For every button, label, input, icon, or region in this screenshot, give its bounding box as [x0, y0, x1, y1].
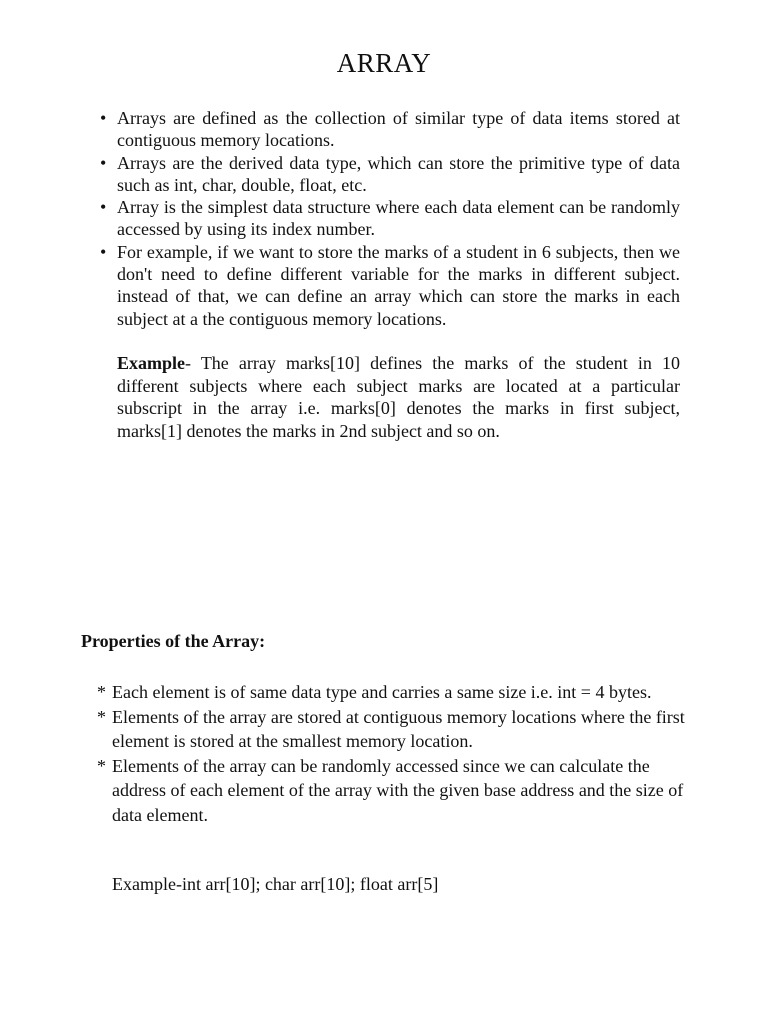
asterisk-icon: *	[97, 682, 106, 702]
list-item	[100, 107, 680, 152]
properties-list	[97, 680, 702, 827]
list-item	[100, 241, 680, 330]
list-item	[97, 680, 702, 705]
example-paragraph	[117, 352, 680, 443]
bullet-icon: •	[100, 152, 107, 173]
properties-heading: Properties of the Array:	[81, 631, 266, 651]
bullet-icon: •	[100, 241, 107, 262]
code-example: Example-int arr[10]; char arr[10]; float arr[5]	[112, 874, 439, 894]
example-label: Example	[117, 353, 186, 373]
list-item	[97, 705, 702, 754]
bullet-icon: •	[100, 108, 107, 128]
example-text: - The array marks[10] defines the marks of the student in 10 different subjects where each subject marks are located at a particular subscript in the array i.e. marks[0] denotes the marks in first subject, marks[1] denotes the marks in 2nd subject and so on.	[117, 353, 680, 442]
list-item-text: Elements of the array are stored at contiguous memory locations where the first element is stored at the smallest memory location.	[112, 706, 685, 751]
asterisk-icon: *	[97, 755, 106, 776]
bullet-icon: •	[100, 197, 107, 218]
asterisk-icon: *	[97, 706, 106, 727]
list-item-text: Each element is of same data type and carries a same size i.e. int = 4 bytes.	[112, 682, 652, 702]
page-title: ARRAY	[336, 48, 432, 78]
list-item-text: Elements of the array can be randomly accessed since we can calculate the address of each element of the array with the given base address and the size of data element.	[112, 755, 684, 825]
list-item-text: Array is the simplest data structure where each data element can be randomly accessed by using its index number.	[117, 197, 680, 240]
list-item	[97, 754, 702, 828]
list-item	[100, 152, 680, 197]
list-item-text: For example, if we want to store the marks of a student in 6 subjects, then we don't need to define different variable for the marks in different subject. instead of that, we can define an array which can store the marks in each subject at a the contiguous memory locations.	[117, 241, 680, 329]
definition-list	[100, 107, 680, 330]
list-item-text: Arrays are defined as the collection of similar type of data items stored at contiguous memory locations.	[117, 108, 680, 151]
list-item-text: Arrays are the derived data type, which can store the primitive type of data such as int, char, double, float, etc.	[117, 152, 680, 195]
list-item	[100, 196, 680, 241]
